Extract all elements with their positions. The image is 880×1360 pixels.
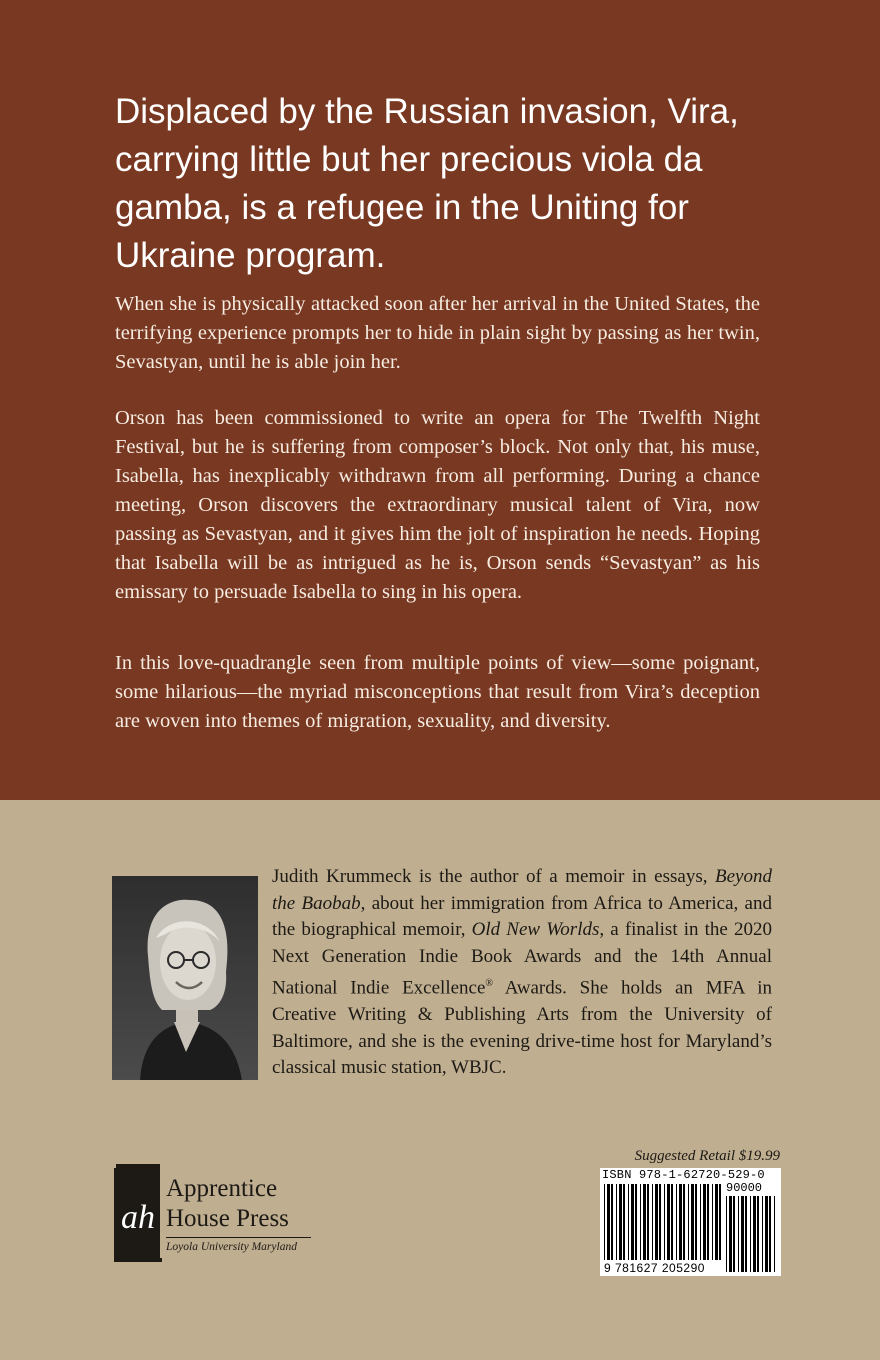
barcode-bar — [738, 1196, 739, 1272]
barcode-bar — [623, 1184, 625, 1260]
barcode-bar — [688, 1184, 689, 1260]
barcode-bar — [757, 1196, 759, 1272]
barcode-bar — [647, 1184, 649, 1260]
synopsis-paragraph: Orson has been commissioned to write an opera for The Twelfth Night Festival, but he is suffering from composer’s block. Not only that, his muse, Isabella, has inexplicably withdrawn from all performing. During a chance meeting, Orson discovers the extraordinary musical talent of Vira, now passing as Sevastyan, and it gives him the jolt of inspiration he needs. Hoping that Isabella will be as intrigued as he is, Orson sends “Sevastyan” as his emissary to persuade Isabella to sing in his opera. — [115, 407, 760, 603]
barcode-bar — [765, 1196, 768, 1272]
barcode-bar — [741, 1196, 744, 1272]
barcode-bar — [707, 1184, 709, 1260]
publisher-logo — [110, 1160, 320, 1270]
barcode-bar — [659, 1184, 661, 1260]
barcode-bar — [683, 1184, 685, 1260]
barcode-bar — [750, 1196, 751, 1272]
barcode-bar — [655, 1184, 658, 1260]
barcode-bar — [679, 1184, 682, 1260]
publisher-name-line1: Apprentice — [166, 1175, 278, 1202]
registered-mark: ® — [485, 977, 494, 989]
publisher-name-line2: House Press — [166, 1205, 289, 1232]
barcode-bar — [607, 1184, 610, 1260]
bio-text: , a finalist in the 2020 Next Generation Indie Book Awards and the 14th Annual National Indie Excellence — [272, 919, 772, 999]
barcode-bar — [664, 1184, 665, 1260]
isbn-text: ISBN 978-1-62720-529-0 — [602, 1168, 765, 1182]
barcode-bar — [691, 1184, 694, 1260]
book-title: Beyond the Baobab — [272, 866, 772, 914]
author-bio — [272, 864, 772, 1082]
barcode-bar — [640, 1184, 641, 1260]
barcode-bar — [652, 1184, 653, 1260]
barcode-bar — [733, 1196, 735, 1272]
barcode-bar — [719, 1184, 721, 1260]
barcode-bar — [753, 1196, 756, 1272]
barcode-bar — [774, 1196, 775, 1272]
barcode-bar — [611, 1184, 613, 1260]
synopsis-paragraph: In this love-quadrangle seen from multiple points of view—some poignant, some hilarious—the myriad misconceptions that result from Vira’s deception are woven into themes of migration, sexuality, and diversity. — [115, 652, 760, 732]
barcode-bar — [604, 1184, 605, 1260]
barcode-bar — [631, 1184, 634, 1260]
suggested-retail: Suggested Retail $19.99 — [634, 1148, 780, 1164]
barcode-bar — [726, 1196, 727, 1272]
book-icon — [110, 1160, 170, 1270]
barcode-bar — [715, 1184, 718, 1260]
barcode-bar — [643, 1184, 646, 1260]
barcode-bar — [635, 1184, 637, 1260]
barcode-bars — [600, 1168, 781, 1276]
author-photo — [112, 876, 258, 1080]
bio-text: , about her immigration from Africa to America, and the biographical memoir, — [272, 892, 772, 941]
hook-text: Displaced by the Russian invasion, Vira, carrying little but her precious viola da gamba, is a refugee in the Uniting for Ukraine program. — [115, 92, 739, 275]
barcode-bar — [667, 1184, 670, 1260]
bio-text: Judith Krummeck is the author of a memoir in essays, — [272, 866, 716, 887]
barcode-bar — [671, 1184, 673, 1260]
logo-rule — [166, 1237, 311, 1238]
barcode-bar — [729, 1196, 732, 1272]
bio-text: Awards. She holds an MFA in Creative Writing & Publishing Arts from the University of Baltimore, and she is the evening drive-time host for Maryland’s classical music station, WBJC. — [272, 977, 772, 1079]
barcode-bar — [628, 1184, 629, 1260]
publisher-monogram: ah — [121, 1199, 155, 1236]
barcode-bar — [762, 1196, 763, 1272]
barcode-bar — [703, 1184, 706, 1260]
addon-code: 90000 — [726, 1181, 763, 1195]
barcode-bar — [616, 1184, 617, 1260]
synopsis-paragraph: When she is physically attacked soon after her arrival in the United States, the terrifying experience prompts her to hide in plain sight by passing as her twin, Sevastyan, until he is able join her. — [115, 293, 760, 373]
barcode-bar — [700, 1184, 701, 1260]
barcode-bar — [712, 1184, 713, 1260]
publisher-affiliation: Loyola University Maryland — [166, 1241, 297, 1253]
book-title: Old New Worlds — [471, 919, 600, 941]
barcode-bar — [769, 1196, 771, 1272]
barcode-bar — [619, 1184, 622, 1260]
isbn-barcode — [600, 1168, 781, 1276]
barcode-number: 9 781627 205290 — [604, 1261, 705, 1275]
barcode-bar — [676, 1184, 677, 1260]
barcode-bar — [695, 1184, 697, 1260]
barcode-bar — [745, 1196, 747, 1272]
